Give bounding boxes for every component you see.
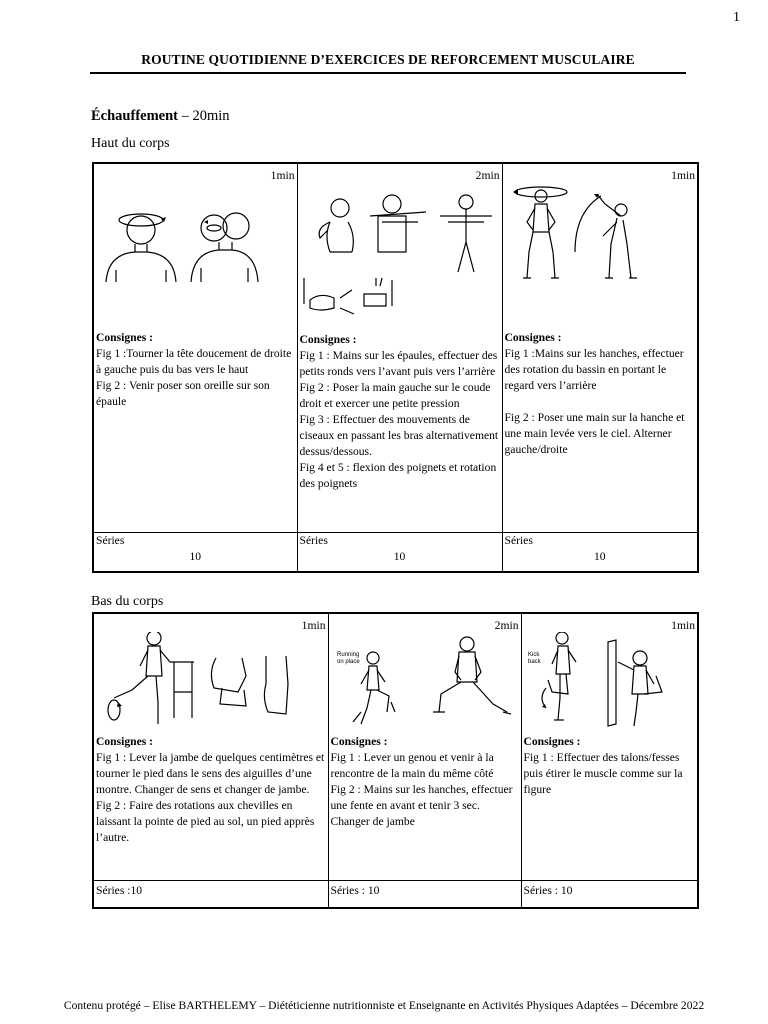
lower-cell-2 (328, 613, 521, 881)
lower-cell-1 (93, 613, 328, 881)
series-cell (93, 533, 297, 573)
series-value: 10 (393, 550, 406, 563)
leg-circle-icon (96, 632, 326, 734)
instruction-line: Fig 1 :Mains sur les hanches, effectuer des rotation du bassin en portant le regard vers l’arrière (504, 347, 684, 392)
series-cell (502, 533, 698, 573)
shoulder-rolls-icon (300, 182, 500, 332)
series-text: Séries : 10 (523, 884, 573, 897)
instruction-line: Fig 2 : Mains sur les hanches, effectuer une fente en avant et tenir 3 sec. Changer de jambe (330, 783, 513, 828)
instruction-line: Fig 1 : Lever un genou et venir à la rencontre de la main du même côté (330, 751, 494, 780)
duration-label: 1min (301, 619, 326, 632)
page-title: ROUTINE QUOTIDIENNE D’EXERCICES DE REFORCEMENT MUSCULAIRE (141, 52, 635, 67)
series-text: Séries : 10 (330, 884, 380, 897)
knee-lift-icon (331, 632, 519, 734)
instruction-line: Fig 4 et 5 : flexion des poignets et rotation des poignets (299, 461, 497, 490)
consignes-title: Consignes : (330, 735, 388, 748)
illustration-label: on place (336, 659, 360, 665)
head-rotation-icon (96, 182, 295, 330)
instruction-line: Fig 2 : Faire des rotations aux chevilles en laissant la pointe de pied au sol, un pied apprès l’autre. (96, 799, 315, 844)
lower-body-heading: Bas du corps (91, 594, 164, 609)
series-cell (93, 881, 328, 909)
duration-label: 2min (475, 169, 500, 182)
warmup-duration: 20min (192, 108, 230, 124)
instruction-line: Fig 1 : Lever la jambe de quelques centimètres et tourner le pied dans le sens des aiguilles d’une montre. Changer de sens et changer de jambe. (96, 751, 325, 796)
hip-rotation-icon (505, 182, 696, 330)
page-footer: Contenu protégé – Elise BARTHELEMY – Diététicienne nutritionniste et Enseignante en Activités Physiques Adaptées – Décembre 2022 (63, 999, 705, 1012)
consignes-title: Consignes : (504, 331, 562, 344)
series-text: Séries :10 (96, 884, 143, 897)
duration-label: 1min (671, 169, 695, 182)
consignes-title: Consignes : (96, 735, 154, 748)
page-number: 1 (733, 10, 740, 25)
title-divider (90, 72, 686, 74)
consignes-title: Consignes : (299, 333, 357, 346)
warmup-heading (91, 108, 230, 125)
series-label: Séries (96, 534, 125, 547)
lower-body-table (92, 612, 699, 909)
upper-cell-2 (297, 163, 502, 533)
illustration-label: Running (336, 652, 359, 658)
instruction-line: Fig 2 : Poser une main sur la hanche et une main levée vers le ciel. Alterner gauche/droite (504, 411, 685, 456)
upper-cell-3 (502, 163, 698, 533)
instruction-line: Fig 3 : Effectuer des mouvements de ciseaux en passant les bras alternativement dessus/dessous. (299, 413, 499, 458)
kick-back-icon (524, 632, 696, 734)
instruction-line: Fig 2 : Venir poser son oreille sur son épaule (96, 379, 270, 408)
series-value: 10 (593, 550, 606, 563)
upper-cell-1 (93, 163, 297, 533)
series-label: Séries (504, 534, 533, 547)
instruction-spacer (505, 394, 696, 410)
series-cell (328, 881, 521, 909)
series-label: Séries (299, 534, 328, 547)
illustration-label: Kick (527, 652, 539, 658)
upper-body-heading: Haut du corps (91, 136, 170, 151)
duration-label: 2min (494, 619, 519, 632)
series-cell (521, 881, 698, 909)
instruction-line: Fig 1 :Tourner la tête doucement de droite à gauche puis du bas vers le haut (96, 347, 292, 376)
instruction-line: Fig 2 : Poser la main gauche sur le coude droit et exercer une petite pression (299, 381, 491, 410)
warmup-separator: – (178, 108, 193, 124)
warmup-label: Échauffement (91, 108, 178, 124)
duration-label: 1min (270, 169, 295, 182)
series-value: 10 (189, 550, 202, 563)
duration-label: 1min (671, 619, 695, 632)
upper-body-table (92, 162, 699, 573)
consignes-title: Consignes : (96, 331, 154, 344)
illustration-label: back (527, 659, 541, 665)
instruction-line: Fig 1 : Mains sur les épaules, effectuer des petits ronds vers l’avant puis vers l’arrière (299, 349, 498, 378)
lower-cell-3 (521, 613, 698, 881)
instruction-line: Fig 1 : Effectuer des talons/fesses puis étirer le muscle comme sur la figure (523, 751, 683, 796)
series-cell (297, 533, 502, 573)
consignes-title: Consignes : (523, 735, 581, 748)
